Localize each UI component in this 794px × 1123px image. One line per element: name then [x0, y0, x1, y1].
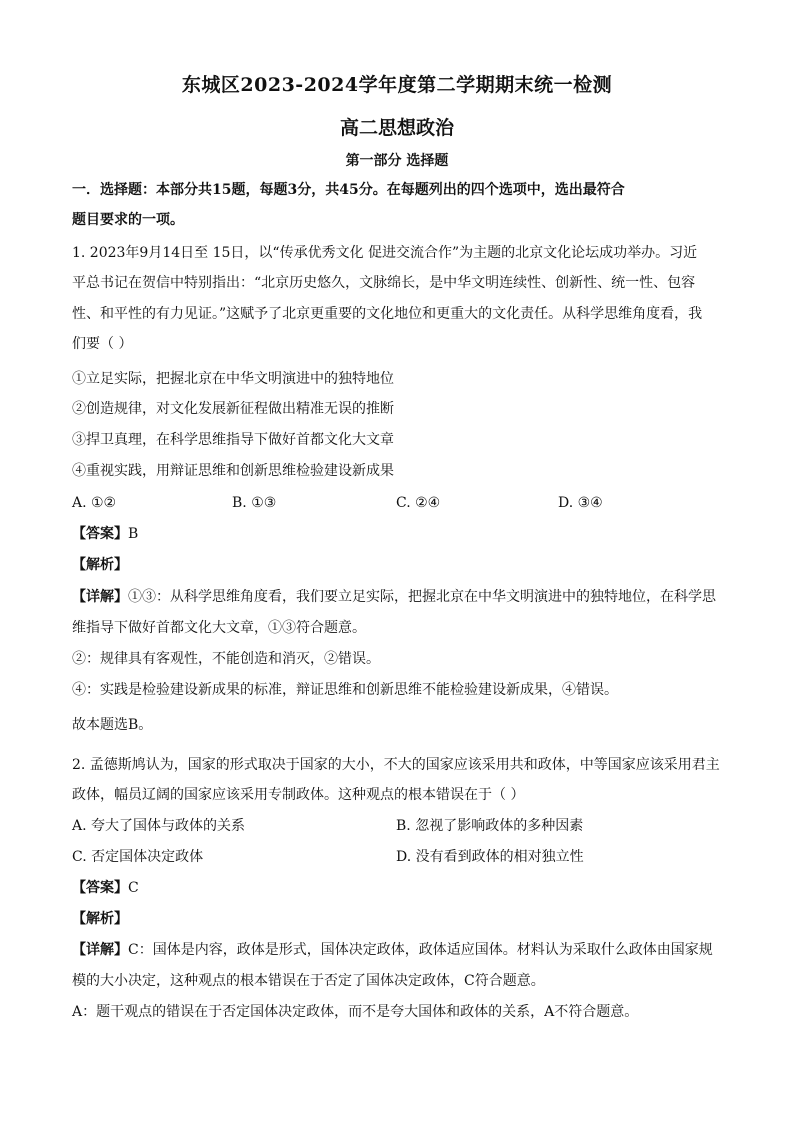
q1-stem-line: 平总书记在贺信中特别指出：“北京历史悠久，文脉绵长，是中华文明连续性、创新性、统一性、包容 — [72, 275, 696, 291]
q1-option-b: B. ①③ — [232, 495, 277, 511]
q1-analysis-tag — [72, 555, 724, 575]
q1-detail-line: ④：实践是检验建设新成果的标准，辩证思维和创新思维不能检验建设新成果，④错误。 — [72, 682, 618, 698]
q2-detail-line — [72, 940, 724, 960]
q1-detail-line: ②：规律具有客观性，不能创造和消灭，②错误。 — [72, 651, 380, 667]
subject-title: 高二思想政治 — [339, 117, 454, 139]
part-title: 第一部分 选择题 — [345, 153, 449, 169]
detail-text: ①③：从科学思维角度看，我们要立足实际，把握北京在中华文明演进中的独特地位，在科学思 — [128, 589, 716, 605]
analysis-tag: 【解析】 — [72, 911, 128, 927]
q2-stem-line: 政体，幅员辽阔的国家应该采用专制政体。这种观点的根本错误在于（ ） — [72, 787, 525, 803]
detail-text: C：国体是内容，政体是形式，国体决定政体，政体适应国体。材料认为采取什么政体由国家规 — [128, 942, 713, 958]
detail-tag: 【详解】 — [72, 589, 128, 605]
q1-detail-line — [72, 587, 724, 607]
q1-statement: ③捍卫真理，在科学思维指导下做好首都文化大文章 — [72, 432, 394, 448]
q2-option-c: C. 否定国体决定政体 — [72, 849, 204, 865]
answer-tag: 【答案】 — [72, 880, 128, 896]
section-instruction-line-2: 题目要求的一项。 — [72, 212, 184, 228]
q2-answer — [72, 878, 724, 898]
exam-title: 东城区2023-2024学年度第二学期期末统一检测 — [181, 74, 613, 96]
q2-detail-line: 模的大小决定，这种观点的根本错误在于否定了国体决定政体，C符合题意。 — [72, 973, 545, 989]
detail-tag: 【详解】 — [72, 942, 128, 958]
section-instruction-line-1: 一．选择题：本部分共15题，每题3分，共45分。在每题列出的四个选项中，选出最符合 — [72, 182, 625, 198]
q1-detail-line: 维指导下做好首都文化大文章，①③符合题意。 — [72, 620, 366, 636]
analysis-tag: 【解析】 — [72, 557, 128, 573]
q1-option-d: D. ③④ — [558, 495, 603, 511]
q2-option-a: A. 夸大了国体与政体的关系 — [72, 818, 246, 834]
q2-option-d: D. 没有看到政体的相对独立性 — [396, 849, 584, 865]
q2-detail-line: A：题干观点的错误在于否定国体决定政体，而不是夸大国体和政体的关系，A不符合题意。 — [72, 1004, 639, 1020]
q1-statement: ②创造规律，对文化发展新征程做出精准无误的推断 — [72, 401, 394, 417]
q1-conclusion: 故本题选B。 — [72, 717, 153, 733]
q1-answer — [72, 524, 724, 544]
q1-stem-line: 性、和平性的有力见证。”这赋予了北京更重要的文化地位和更重大的文化责任。从科学思维角度看，我 — [72, 306, 703, 322]
q2-stem-line: 2. 孟德斯鸠认为，国家的形式取决于国家的大小，不大的国家应该采用共和政体，中等国家应该采用君主 — [72, 757, 720, 773]
answer-tag: 【答案】 — [72, 526, 128, 542]
q1-stem-line: 1. 2023年9月14日至 15日，以“传承优秀文化 促进交流合作”为主题的北京文化论坛成功举办。习近 — [72, 245, 698, 261]
q1-option-c: C. ②④ — [396, 495, 441, 511]
q1-statement: ④重视实践，用辩证思维和创新思维检验建设新成果 — [72, 463, 394, 479]
q2-analysis-tag — [72, 909, 724, 929]
answer-value: C — [128, 880, 139, 896]
q1-option-a: A. ①② — [72, 495, 117, 511]
q1-stem-line: 们要（ ） — [72, 336, 133, 352]
q1-statement: ①立足实际，把握北京在中华文明演进中的独特地位 — [72, 371, 394, 387]
q2-option-b: B. 忽视了影响政体的多种因素 — [396, 818, 584, 834]
answer-value: B — [128, 526, 139, 542]
